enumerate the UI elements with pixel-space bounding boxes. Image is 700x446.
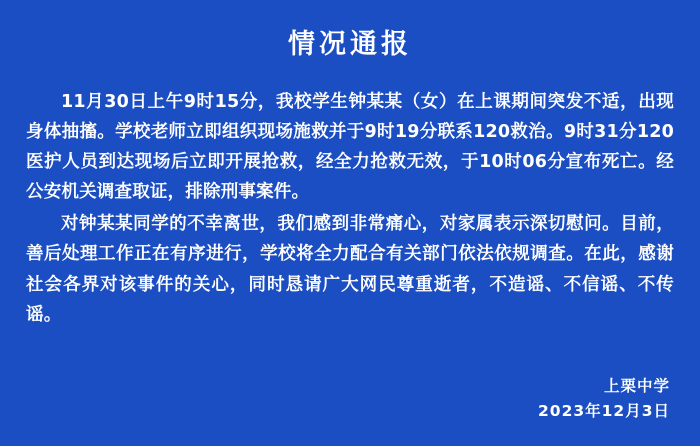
signature-organization: 上栗中学 — [603, 377, 670, 396]
paragraph-1: 11月30日上午9时15分，我校学生钟某某（女）在上课期间突发不适，出现身体抽搐。学校老师立即组织现场施救并于9时19分联系120救治。9时31分120医护人员到达现场后立即开展抢救，经全力抢救无效，于10时06分宣布死亡。经公安机关调查取证，排除刑事案件。 — [26, 92, 674, 203]
paragraph-2: 对钟某某同学的不幸离世，我们感到非常痛心，对家属表示深切慰问。目前，善后处理工作正在有序进行，学校将全力配合有关部门依法依规调查。在此，感谢社会各界对该事件的关心，同时恳请广大网民尊重逝者，不造谣、不信谣、不传谣。 — [26, 214, 674, 325]
signature-date: 2023年12月3日 — [538, 402, 670, 421]
announcement-body — [26, 87, 674, 332]
signature-block — [26, 374, 674, 428]
page-title: 情况通报 — [288, 29, 412, 60]
